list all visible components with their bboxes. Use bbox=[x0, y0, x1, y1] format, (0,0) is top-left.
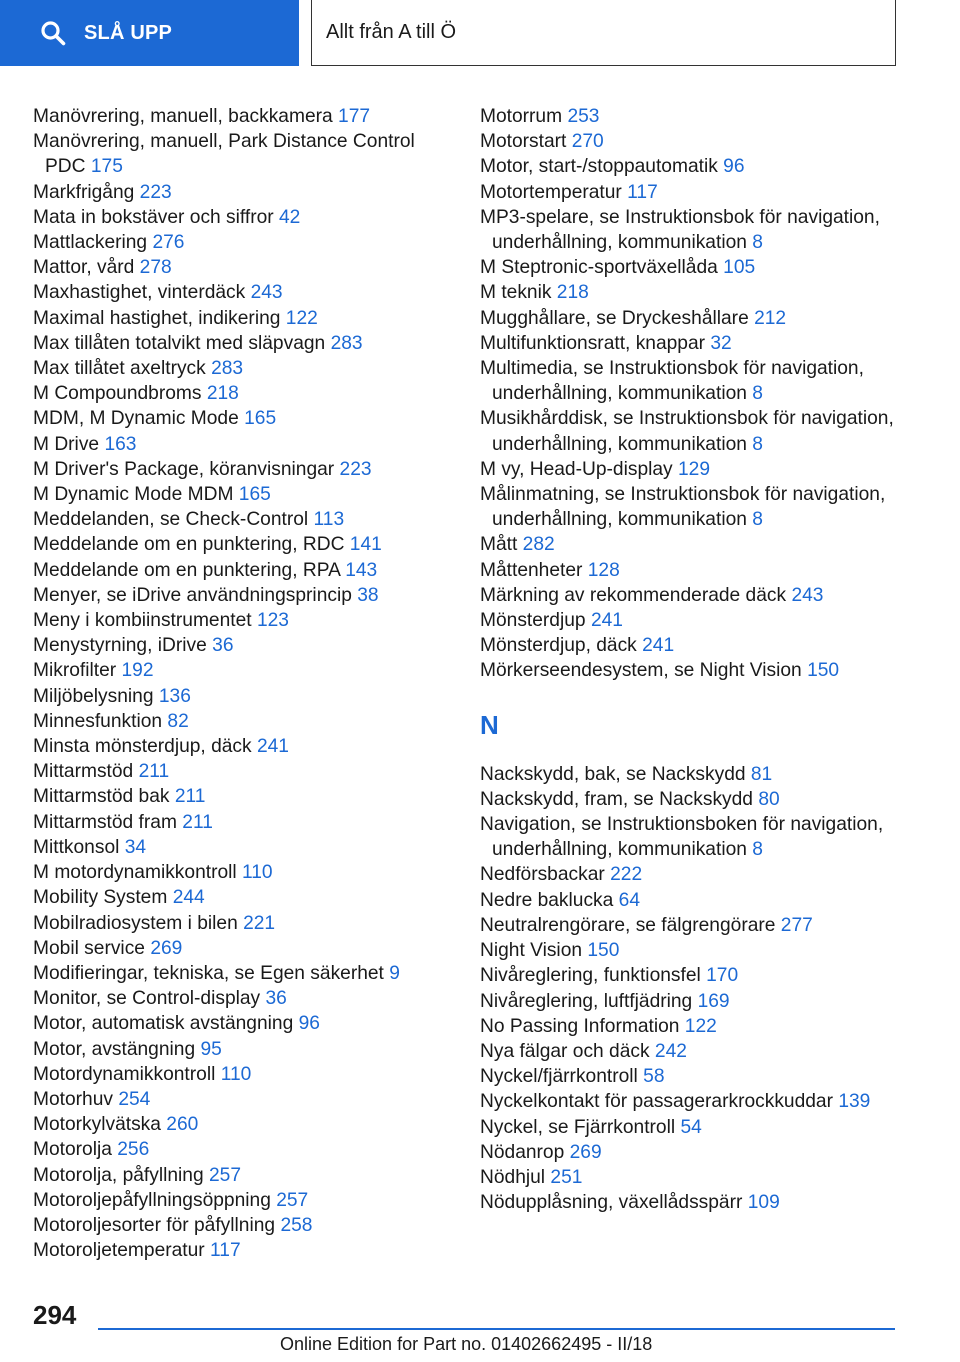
search-button-label: SLÅ UPP bbox=[84, 21, 173, 44]
index-entry-text: Meddelande om en punktering, RDC bbox=[33, 534, 345, 556]
page-link[interactable]: 163 bbox=[104, 433, 137, 455]
index-entry-text: Motoroljetemperatur bbox=[33, 1240, 205, 1262]
page-link[interactable]: 257 bbox=[276, 1189, 309, 1211]
index-entry-text: M motordynamikkontroll bbox=[33, 862, 237, 884]
section-letter-n: N bbox=[480, 709, 499, 740]
index-entry-text: Motorrum bbox=[480, 106, 563, 127]
index-entry-text: Manövrering, manuell, Park Distance Control PDC bbox=[33, 131, 415, 178]
index-entry-text: Minsta mönsterdjup, däck bbox=[33, 736, 252, 758]
index-entry bbox=[33, 255, 453, 280]
page-link[interactable]: 254 bbox=[118, 1088, 151, 1110]
index-entry-text: Markfrigång bbox=[33, 181, 135, 203]
index-entry bbox=[480, 280, 900, 305]
index-entry-text: Motor, avstängning bbox=[33, 1038, 196, 1060]
index-entry-text: Motoroljesorter för påfyllning bbox=[33, 1214, 276, 1236]
page-link[interactable]: 283 bbox=[330, 332, 363, 354]
index-entry-text: M Steptronic-sportväxellåda bbox=[480, 257, 718, 279]
page-link[interactable]: 117 bbox=[210, 1240, 241, 1262]
index-entry-text: Motorstart bbox=[480, 131, 567, 153]
index-entry-text: Mönsterdjup, däck bbox=[480, 635, 637, 657]
page-link[interactable]: 81 bbox=[750, 763, 773, 785]
index-entry bbox=[33, 684, 453, 709]
index-entry bbox=[33, 356, 453, 381]
page-link[interactable]: 8 bbox=[752, 509, 763, 531]
index-entry bbox=[33, 658, 453, 683]
index-entry-text: Nivåreglering, luftfjädring bbox=[480, 990, 693, 1012]
index-entry bbox=[33, 1213, 453, 1238]
index-entry bbox=[480, 913, 900, 938]
page-link[interactable]: 165 bbox=[244, 408, 277, 430]
index-entry bbox=[480, 963, 900, 988]
index-entry bbox=[33, 432, 453, 457]
index-entry bbox=[33, 810, 453, 835]
page-link[interactable]: 128 bbox=[587, 559, 620, 581]
page-link[interactable]: 283 bbox=[211, 358, 244, 380]
index-entry bbox=[480, 938, 900, 963]
page-link[interactable]: 34 bbox=[124, 836, 147, 858]
page-link[interactable]: 222 bbox=[610, 864, 643, 886]
index-entry bbox=[33, 406, 453, 431]
index-entry-text: Nackskydd, bak, se Nackskydd bbox=[480, 763, 746, 785]
index-entry bbox=[33, 1188, 453, 1213]
page-link[interactable]: 122 bbox=[684, 1015, 717, 1037]
page-link[interactable]: 221 bbox=[243, 912, 276, 934]
page-link[interactable]: 110 bbox=[220, 1063, 252, 1085]
index-entry bbox=[480, 406, 900, 456]
index-group-n bbox=[480, 762, 900, 1216]
index-entry bbox=[480, 862, 900, 887]
page-link[interactable]: 139 bbox=[838, 1091, 871, 1113]
index-entry bbox=[33, 709, 453, 734]
page-link[interactable]: 42 bbox=[279, 206, 301, 228]
page-link[interactable]: 251 bbox=[550, 1166, 583, 1188]
index-entry bbox=[480, 558, 900, 583]
index-entry bbox=[33, 1037, 453, 1062]
index-entry bbox=[480, 608, 900, 633]
page-link[interactable]: 141 bbox=[349, 534, 382, 556]
index-entry-text: Nödanrop bbox=[480, 1141, 565, 1163]
index-entry bbox=[33, 936, 453, 961]
index-entry-text: Mobilradiosystem i bilen bbox=[33, 912, 238, 934]
index-entry bbox=[480, 331, 900, 356]
page-link[interactable]: 117 bbox=[627, 181, 658, 203]
index-entry bbox=[33, 205, 453, 230]
index-entry-text: Nyckelkontakt för passagerarkrockkuddar bbox=[480, 1091, 833, 1113]
page-link[interactable]: 95 bbox=[200, 1038, 222, 1060]
search-button[interactable] bbox=[0, 0, 299, 66]
page-link[interactable]: 170 bbox=[706, 965, 739, 987]
index-group-m bbox=[480, 104, 900, 684]
page-link[interactable]: 80 bbox=[758, 788, 780, 810]
page-link[interactable]: 241 bbox=[256, 736, 289, 758]
page-link[interactable]: 64 bbox=[618, 889, 641, 911]
index-entry-text: Musikhårddisk, se Instruktionsbok för navigation, underhållning, kommunikation bbox=[480, 408, 894, 455]
index-entry bbox=[480, 1064, 900, 1089]
footer-divider bbox=[98, 1328, 895, 1330]
index-entry bbox=[33, 1137, 453, 1162]
index-entry-text: Mönsterdjup bbox=[480, 610, 586, 632]
page-link[interactable]: 218 bbox=[556, 282, 589, 304]
index-entry-text: Night Vision bbox=[480, 940, 583, 962]
page-link[interactable]: 123 bbox=[256, 610, 289, 632]
index-entry bbox=[480, 1190, 900, 1215]
page-link[interactable]: 270 bbox=[571, 131, 604, 153]
page-link[interactable]: 269 bbox=[569, 1141, 602, 1163]
index-entry bbox=[480, 154, 900, 179]
index-entry bbox=[33, 482, 453, 507]
index-entry-text: M vy, Head-Up-display bbox=[480, 458, 673, 480]
index-entry-text: Motorolja bbox=[33, 1139, 112, 1161]
index-entry bbox=[33, 784, 453, 809]
page-link[interactable]: 109 bbox=[747, 1192, 780, 1214]
index-entry-text: Modifieringar, tekniska, se Egen säkerhet bbox=[33, 962, 384, 984]
index-entry-text: Motordynamikkontroll bbox=[33, 1063, 216, 1085]
index-entry-text: M Compoundbroms bbox=[33, 383, 202, 405]
page-link[interactable]: 169 bbox=[697, 990, 730, 1012]
index-entry-text: Motoroljepåfyllningsöppning bbox=[33, 1189, 271, 1211]
page-link[interactable]: 175 bbox=[90, 156, 123, 178]
page-link[interactable]: 8 bbox=[752, 232, 763, 254]
index-entry-text: Meddelanden, se Check-Control bbox=[33, 509, 309, 531]
index-tab[interactable] bbox=[311, 0, 896, 66]
index-entry bbox=[480, 1014, 900, 1039]
index-entry bbox=[33, 280, 453, 305]
page-link[interactable]: 211 bbox=[182, 811, 213, 833]
page-link[interactable]: 54 bbox=[680, 1116, 702, 1138]
index-entry-text: Märkning av rekommenderade däck bbox=[480, 584, 787, 606]
index-entry-text: Nivåreglering, funktionsfel bbox=[480, 965, 701, 987]
top-bar bbox=[0, 0, 960, 66]
page-link[interactable]: 96 bbox=[723, 156, 745, 178]
page-link[interactable]: 9 bbox=[389, 962, 400, 984]
index-entry bbox=[33, 835, 453, 860]
index-entry bbox=[33, 1087, 453, 1112]
index-entry-text: Mått bbox=[480, 534, 518, 556]
index-entry-text: Mattlackering bbox=[33, 232, 148, 254]
index-entry bbox=[33, 1163, 453, 1188]
index-entry bbox=[480, 658, 900, 683]
index-tab-label: Allt från A till Ö bbox=[326, 21, 457, 43]
page-link[interactable]: 8 bbox=[752, 839, 763, 861]
index-column-right bbox=[480, 104, 900, 1215]
page-link[interactable]: 32 bbox=[710, 332, 732, 354]
page-link[interactable]: 218 bbox=[206, 383, 239, 405]
page-link[interactable]: 243 bbox=[250, 282, 283, 304]
page-link[interactable]: 212 bbox=[754, 307, 787, 329]
index-entry-text: Mata in bokstäver och siffror bbox=[33, 206, 274, 228]
index-entry-text: M Dynamic Mode MDM bbox=[33, 484, 234, 506]
page-link[interactable]: 165 bbox=[238, 484, 271, 506]
index-entry-text: Motorkylvätska bbox=[33, 1114, 161, 1136]
page-link[interactable]: 223 bbox=[139, 181, 172, 203]
page-link[interactable]: 269 bbox=[150, 937, 183, 959]
page-link[interactable]: 110 bbox=[242, 862, 273, 884]
page-link[interactable]: 253 bbox=[567, 106, 600, 127]
index-entry bbox=[33, 1011, 453, 1036]
index-entry-text: Navigation, se Instruktionsboken för navigation, underhållning, kommunikation bbox=[480, 814, 884, 861]
index-entry bbox=[480, 180, 900, 205]
index-entry bbox=[33, 759, 453, 784]
index-entry-text: Nyckel/fjärrkontroll bbox=[480, 1066, 638, 1088]
page-link[interactable]: 244 bbox=[172, 887, 205, 909]
page-link[interactable]: 177 bbox=[338, 106, 371, 127]
page-link[interactable]: 58 bbox=[643, 1066, 665, 1088]
index-entry bbox=[33, 457, 453, 482]
index-entry-text: Mattor, vård bbox=[33, 257, 135, 279]
page-link[interactable]: 36 bbox=[265, 988, 287, 1010]
index-entry-text: Motortemperatur bbox=[480, 181, 622, 203]
index-entry-text: Mugghållare, se Dryckeshållare bbox=[480, 307, 749, 329]
index-entry-text: Meddelande om en punktering, RPA bbox=[33, 559, 340, 581]
index-entry-text: Nya fälgar och däck bbox=[480, 1040, 650, 1062]
index-entry-text: Måttenheter bbox=[480, 559, 583, 581]
index-entry bbox=[33, 885, 453, 910]
page-link[interactable]: 282 bbox=[522, 534, 555, 556]
page-link[interactable]: 8 bbox=[752, 383, 763, 405]
index-entry bbox=[480, 1165, 900, 1190]
index-entry-text: Målinmatning, se Instruktionsbok för navigation, underhållning, kommunikation bbox=[480, 484, 886, 531]
index-entry bbox=[480, 306, 900, 331]
index-entry bbox=[480, 356, 900, 406]
page-link[interactable]: 243 bbox=[791, 584, 824, 606]
index-entry-text: Max tillåtet axeltryck bbox=[33, 358, 206, 380]
index-entry bbox=[33, 331, 453, 356]
page-link[interactable]: 122 bbox=[285, 307, 318, 329]
index-entry-text: Mittkonsol bbox=[33, 836, 120, 858]
edition-info: Online Edition for Part no. 01402662495 - II/18 bbox=[280, 1334, 653, 1354]
index-entry-text: Mörkerseendesystem, se Night Vision bbox=[480, 660, 802, 682]
page-link[interactable]: 242 bbox=[654, 1040, 687, 1062]
page-link[interactable]: 38 bbox=[357, 584, 379, 606]
index-entry bbox=[480, 633, 900, 658]
index-entry bbox=[33, 558, 453, 583]
page-link[interactable]: 258 bbox=[280, 1214, 313, 1236]
index-entry-text: Miljöbelysning bbox=[33, 685, 154, 707]
page-link[interactable]: 8 bbox=[752, 433, 763, 455]
page-link[interactable]: 192 bbox=[121, 660, 154, 682]
page-number: 294 bbox=[33, 1300, 77, 1330]
index-entry bbox=[33, 986, 453, 1011]
index-entry bbox=[33, 381, 453, 406]
index-entry bbox=[33, 230, 453, 255]
index-entry bbox=[33, 608, 453, 633]
index-entry-text: MP3-spelare, se Instruktionsbok för navigation, underhållning, kommunikation bbox=[480, 206, 880, 254]
index-entry-text: Minnesfunktion bbox=[33, 710, 163, 732]
index-entry-text: Mittarmstöd bak bbox=[33, 786, 170, 808]
index-entry bbox=[33, 1112, 453, 1137]
page-link[interactable]: 136 bbox=[158, 685, 191, 707]
index-entry bbox=[480, 532, 900, 557]
index-entry-text: Menyer, se iDrive användningsprincip bbox=[33, 584, 352, 606]
index-entry bbox=[480, 989, 900, 1014]
index-entry bbox=[33, 633, 453, 658]
page-link[interactable]: 143 bbox=[345, 559, 378, 581]
index-entry bbox=[33, 1062, 453, 1087]
page-link[interactable]: 129 bbox=[678, 458, 711, 480]
index-entry-text: Mobil service bbox=[33, 937, 145, 959]
index-entry bbox=[480, 583, 900, 608]
page-link[interactable]: 211 bbox=[138, 761, 170, 783]
index-entry-text: Motorhuv bbox=[33, 1088, 113, 1110]
index-entry-text: Menystyrning, iDrive bbox=[33, 635, 207, 657]
index-entry bbox=[480, 1039, 900, 1064]
page-link[interactable]: 277 bbox=[780, 914, 813, 936]
index-entry-text: Manövrering, manuell, backkamera bbox=[33, 106, 333, 127]
page-link[interactable]: 278 bbox=[139, 257, 172, 279]
page-link[interactable]: 241 bbox=[642, 635, 675, 657]
index-entry-text: Maxhastighet, vinterdäck bbox=[33, 282, 246, 304]
index-entry bbox=[480, 762, 900, 787]
index-entry bbox=[33, 961, 453, 986]
index-entry bbox=[480, 104, 900, 129]
index-entry-text: Mobility System bbox=[33, 887, 168, 909]
index-entry-text: Mikrofilter bbox=[33, 660, 117, 682]
index-entry-text: Multimedia, se Instruktionsbok för navigation, underhållning, kommunikation bbox=[480, 358, 864, 405]
index-entry bbox=[33, 507, 453, 532]
index-entry-text: Neutralrengörare, se fälgrengörare bbox=[480, 914, 776, 936]
index-entry-text: Mittarmstöd bbox=[33, 761, 134, 783]
index-entry-text: Nödhjul bbox=[480, 1166, 546, 1188]
index-entry bbox=[480, 787, 900, 812]
index-entry-text: M teknik bbox=[480, 282, 552, 304]
index-entry bbox=[33, 911, 453, 936]
index-entry-text: No Passing Information bbox=[480, 1015, 680, 1037]
page-link[interactable]: 260 bbox=[166, 1114, 199, 1136]
page-link[interactable]: 150 bbox=[807, 660, 840, 682]
index-entry bbox=[33, 583, 453, 608]
index-entry bbox=[480, 1115, 900, 1140]
index-entry bbox=[480, 888, 900, 913]
search-icon bbox=[40, 20, 66, 46]
index-entry-text: Multifunktionsratt, knappar bbox=[480, 332, 706, 354]
index-entry-text: Maximal hastighet, indikering bbox=[33, 307, 281, 329]
index-entry bbox=[480, 255, 900, 280]
index-entry bbox=[33, 860, 453, 885]
page-link[interactable]: 113 bbox=[313, 509, 345, 531]
index-entry-text: Nödupplåsning, växellådsspärr bbox=[480, 1192, 743, 1214]
index-entry-text: Nyckel, se Fjärrkontroll bbox=[480, 1116, 676, 1138]
page-link[interactable]: 241 bbox=[590, 610, 623, 632]
index-entry bbox=[480, 205, 900, 255]
index-entry bbox=[33, 1238, 453, 1263]
page-link[interactable]: 257 bbox=[209, 1164, 242, 1186]
page-link[interactable]: 256 bbox=[117, 1139, 150, 1161]
index-entry-text: Nedförsbackar bbox=[480, 864, 605, 886]
page-link[interactable]: 82 bbox=[167, 710, 189, 732]
index-entry bbox=[33, 734, 453, 759]
index-entry bbox=[33, 129, 453, 179]
index-entry-text: M Drive bbox=[33, 433, 100, 455]
page-link[interactable]: 223 bbox=[339, 458, 372, 480]
index-entry-text: Motorolja, påfyllning bbox=[33, 1164, 204, 1186]
index-entry bbox=[480, 129, 900, 154]
index-entry-text: Mittarmstöd fram bbox=[33, 811, 177, 833]
index-entry-text: Max tillåten totalvikt med släpvagn bbox=[33, 332, 326, 354]
index-entry-text: Nedre baklucka bbox=[480, 889, 614, 911]
page-link[interactable]: 105 bbox=[723, 257, 756, 279]
index-entry-text: MDM, M Dynamic Mode bbox=[33, 408, 239, 430]
index-entry bbox=[33, 104, 453, 129]
index-entry bbox=[480, 1140, 900, 1165]
index-entry bbox=[480, 457, 900, 482]
index-entry-text: Nackskydd, fram, se Nackskydd bbox=[480, 788, 753, 810]
index-entry-text: Motor, automatisk avstängning bbox=[33, 1013, 294, 1035]
index-entry-text: M Driver's Package, köranvisningar bbox=[33, 458, 335, 480]
page-link[interactable]: 150 bbox=[587, 940, 620, 962]
index-entry bbox=[480, 482, 900, 532]
index-entry bbox=[33, 306, 453, 331]
index-column-left bbox=[33, 104, 453, 1263]
index-entry bbox=[33, 180, 453, 205]
index-entry-text: Monitor, se Control-display bbox=[33, 988, 261, 1010]
page-link[interactable]: 36 bbox=[212, 635, 234, 657]
index-entry-text: Meny i kombiinstrumentet bbox=[33, 610, 252, 632]
page-link[interactable]: 276 bbox=[152, 232, 185, 254]
page-link[interactable]: 96 bbox=[298, 1013, 320, 1035]
index-entry bbox=[480, 812, 900, 862]
page-link[interactable]: 211 bbox=[174, 786, 206, 808]
index-entry bbox=[33, 532, 453, 557]
index-entry bbox=[480, 1089, 900, 1114]
index-entry-text: Motor, start-/stoppautomatik bbox=[480, 156, 718, 178]
